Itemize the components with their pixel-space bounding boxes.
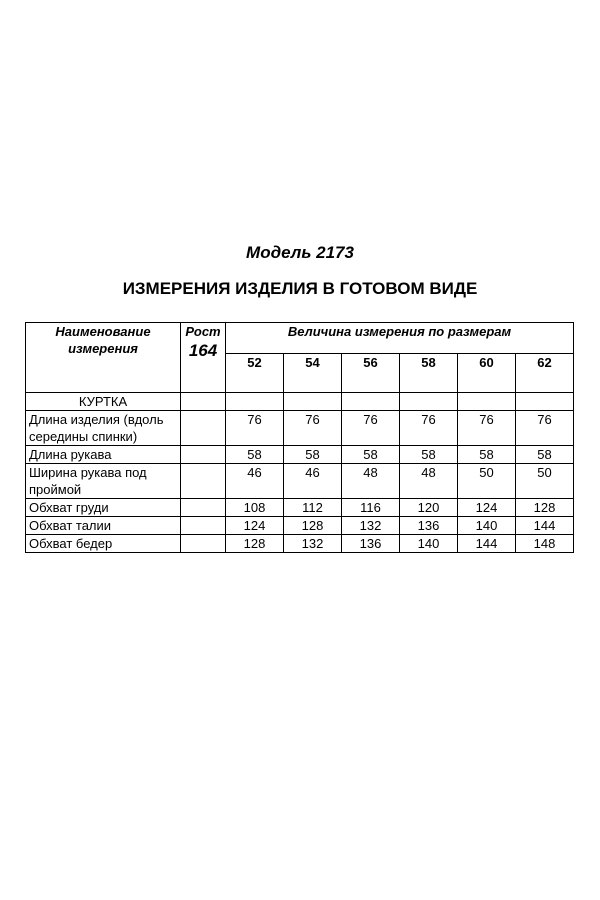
rost-value: 164 — [188, 341, 218, 360]
value-cell: 136 — [400, 517, 458, 535]
size-header: 56 — [342, 354, 400, 393]
value-cell: 48 — [342, 464, 400, 499]
empty-cell — [226, 393, 284, 411]
value-cell: 58 — [516, 446, 574, 464]
value-cell: 76 — [226, 411, 284, 446]
size-header: 60 — [458, 354, 516, 393]
value-cell: 76 — [458, 411, 516, 446]
value-cell: 128 — [226, 535, 284, 553]
size-header: 62 — [516, 354, 574, 393]
value-cell: 128 — [284, 517, 342, 535]
row-label: Длина изделия (вдоль середины спинки) — [26, 411, 181, 446]
empty-cell — [342, 393, 400, 411]
rost-cell — [181, 464, 226, 499]
size-header: 52 — [226, 354, 284, 393]
row-label: Ширина рукава под проймой — [26, 464, 181, 499]
value-cell: 140 — [400, 535, 458, 553]
name-column-header: Наименование измерения — [26, 323, 181, 393]
sizes-group-header: Величина измерения по размерам — [226, 323, 574, 354]
rost-cell — [181, 411, 226, 446]
value-cell: 46 — [226, 464, 284, 499]
rost-cell — [181, 499, 226, 517]
value-cell: 144 — [516, 517, 574, 535]
table-row — [26, 411, 574, 446]
value-cell: 144 — [458, 535, 516, 553]
row-label: Обхват груди — [26, 499, 181, 517]
table-row — [26, 517, 574, 535]
table-row — [26, 499, 574, 517]
value-cell: 76 — [284, 411, 342, 446]
value-cell: 120 — [400, 499, 458, 517]
value-cell: 58 — [284, 446, 342, 464]
value-cell: 148 — [516, 535, 574, 553]
value-cell: 50 — [458, 464, 516, 499]
rost-column-header — [181, 323, 226, 393]
row-label: Обхват талии — [26, 517, 181, 535]
value-cell: 50 — [516, 464, 574, 499]
empty-cell — [284, 393, 342, 411]
model-title: Модель 2173 — [246, 243, 354, 262]
empty-cell — [458, 393, 516, 411]
value-cell: 76 — [516, 411, 574, 446]
value-cell: 108 — [226, 499, 284, 517]
value-cell: 128 — [516, 499, 574, 517]
empty-cell — [516, 393, 574, 411]
document-title: ИЗМЕРЕНИЯ ИЗДЕЛИЯ В ГОТОВОМ ВИДЕ — [122, 279, 478, 298]
size-header: 54 — [284, 354, 342, 393]
rost-cell — [181, 446, 226, 464]
value-cell: 112 — [284, 499, 342, 517]
measurements-table — [25, 322, 574, 553]
value-cell: 76 — [342, 411, 400, 446]
value-cell: 132 — [342, 517, 400, 535]
row-label: Обхват бедер — [26, 535, 181, 553]
value-cell: 124 — [458, 499, 516, 517]
value-cell: 58 — [342, 446, 400, 464]
value-cell: 76 — [400, 411, 458, 446]
rost-cell — [181, 535, 226, 553]
value-cell: 116 — [342, 499, 400, 517]
value-cell: 58 — [458, 446, 516, 464]
rost-cell — [181, 517, 226, 535]
value-cell: 58 — [226, 446, 284, 464]
value-cell: 136 — [342, 535, 400, 553]
value-cell: 132 — [284, 535, 342, 553]
value-cell: 48 — [400, 464, 458, 499]
row-label: Длина рукава — [26, 446, 181, 464]
table-row — [26, 464, 574, 499]
rost-label: Рост — [185, 324, 221, 339]
value-cell: 140 — [458, 517, 516, 535]
size-header: 58 — [400, 354, 458, 393]
empty-cell — [181, 393, 226, 411]
value-cell: 46 — [284, 464, 342, 499]
value-cell: 58 — [400, 446, 458, 464]
section-row — [26, 393, 574, 411]
empty-cell — [400, 393, 458, 411]
table-row — [26, 446, 574, 464]
section-label: КУРТКА — [26, 393, 181, 411]
table-row — [26, 535, 574, 553]
value-cell: 124 — [226, 517, 284, 535]
header-row — [26, 323, 574, 354]
